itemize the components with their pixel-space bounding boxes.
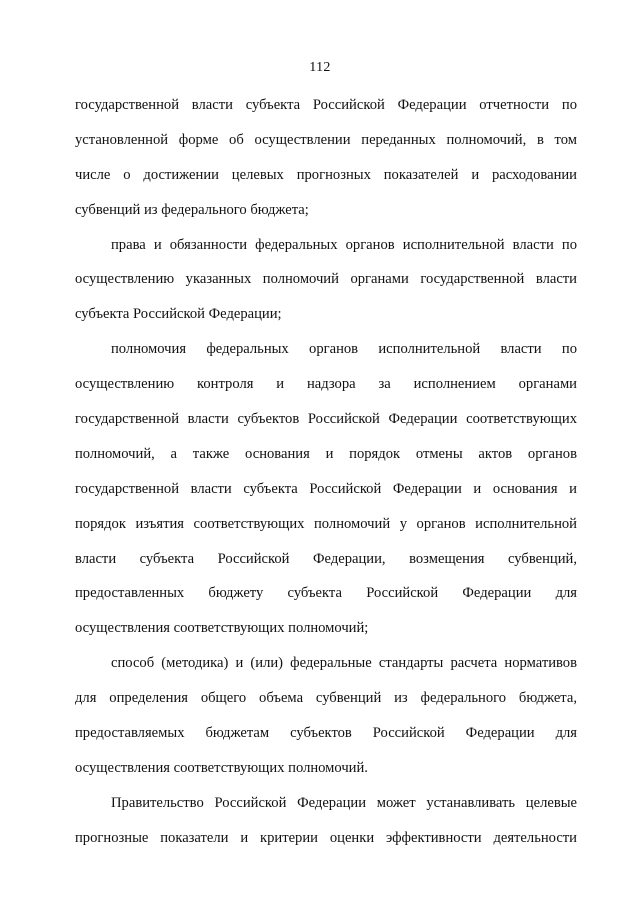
text-line: Правительство Российской Федерации может устанавливать целевые [111,794,577,811]
text-line: субъекта Российской Федерации; [75,306,282,323]
text-line: осуществлению контроля и надзора за исполнением органами [75,376,577,393]
paragraph [75,786,577,856]
text-line: осуществлению указанных полномочий органами государственной власти [75,271,577,288]
paragraph [75,228,577,333]
text-line: государственной власти субъекта Российской Федерации отчетности по [75,97,577,113]
text-line: порядок изъятия соответствующих полномочий у органов исполнительной [75,515,577,532]
paragraph [75,88,577,228]
paragraph [75,646,577,786]
text-line: для определения общего объема субвенций из федерального бюджета, [75,690,577,707]
text-line: числе о достижении целевых прогнозных показателей и расходовании [75,166,577,183]
text-line: прогнозные показатели и критерии оценки эффективности деятельности [75,829,577,846]
text-line: способ (методика) и (или) федеральные стандарты расчета нормативов [111,655,577,672]
text-line: предоставляемых бюджетам субъектов Российской Федерации для [75,725,577,742]
text-line: предоставленных бюджету субъекта Российской Федерации для [75,585,577,602]
page-number: 112 [309,60,331,75]
document-body [75,88,577,856]
paragraph [75,332,577,646]
text-line: установленной форме об осуществлении переданных полномочий, в том [75,131,577,148]
text-line: полномочий, а также основания и порядок отмены актов органов [75,445,577,462]
text-line: осуществления соответствующих полномочий; [75,620,369,637]
text-line: государственной власти субъекта Российской Федерации и основания и [75,480,577,497]
text-line: субвенций из федерального бюджета; [75,201,309,218]
text-line: права и обязанности федеральных органов исполнительной власти по [111,236,577,253]
text-line: государственной власти субъектов Российской Федерации соответствующих [75,411,577,428]
text-line: полномочия федеральных органов исполнительной власти по [111,341,577,358]
text-line: осуществления соответствующих полномочий. [75,759,368,776]
text-line: власти субъекта Российской Федерации, возмещения субвенций, [75,550,577,567]
